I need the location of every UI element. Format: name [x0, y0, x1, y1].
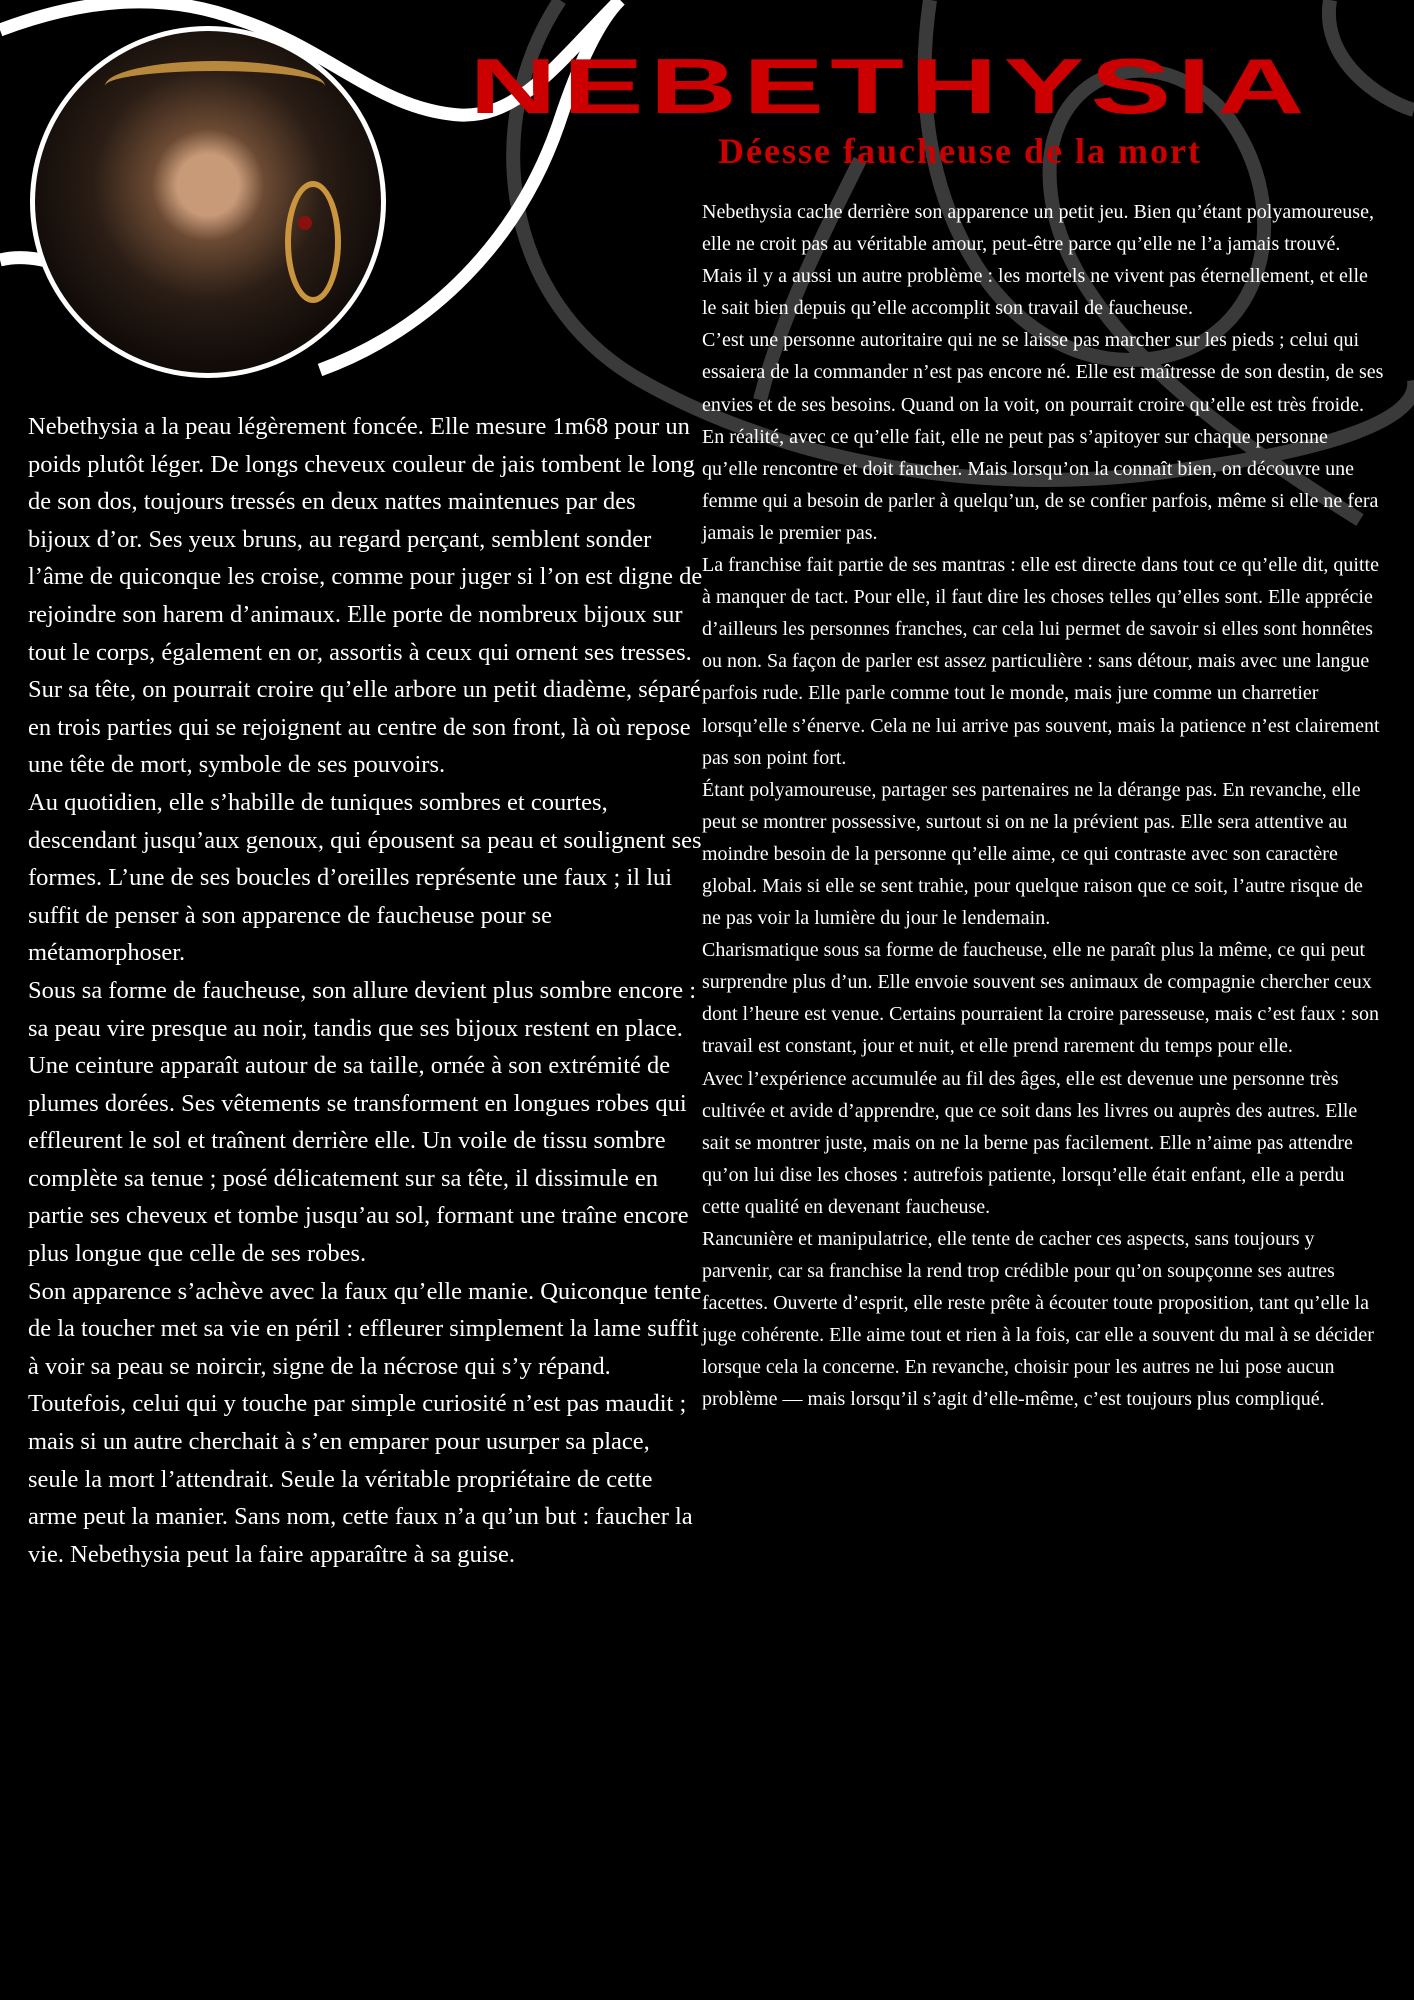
gem-shape — [298, 216, 312, 230]
paragraph: Nebethysia cache derrière son apparence un petit jeu. Bien qu’étant polyamoureuse, elle ne croit pas au véritable amour, peut-être parce qu’elle ne l’a jamais trouvé. Mais il y a aussi un autre problème : les mortels ne vivent pas éternellement, et elle le sait bien depuis qu’elle accomplit son travail de faucheuse. — [702, 201, 1374, 320]
paragraph: Avec l’expérience accumulée au fil des âges, elle est devenue une personne très cultivée et avide d’apprendre, que ce soit dans les livres ou auprès des autres. Elle sait se montrer juste, mais on ne la berne pas facilement. Elle n’aime pas attendre qu’on lui dise les choses : autrefois patiente, lorsqu’elle était enfant, elle a perdu cette qualité en devenant faucheuse. — [702, 1067, 1358, 1218]
paragraph: Son apparence s’achève avec la faux qu’elle manie. Quiconque tente de la toucher met sa vie en péril : effleurer simplement la lame suffit à voir sa peau se noircir, signe de la nécrose qui s’y répand. Toutefois, celui qui y touche par simple curiosité n’est pas maudit ; mais si un autre cherchait à s’en emparer pour usurper sa place, seule la mort l’attendrait. Seule la véritable propriétaire de cette arme peut la manier. Sans nom, cette faux n’a qu’un but : faucher la vie. Nebethysia peut la faire apparaître à sa guise. — [28, 1277, 702, 1568]
paragraph: Étant polyamoureuse, partager ses partenaires ne la dérange pas. En revanche, elle peut se montrer possessive, surtout si on ne la prévient pas. Elle sera attentive au moindre besoin de la personne qu’elle aime, ce qui contraste avec son caractère global. Mais si elle se sent trahie, pour quelque raison que ce soit, l’autre risque de ne pas voir la lumière du jour le lendemain. — [702, 778, 1363, 930]
paragraph: La franchise fait partie de ses mantras : elle est directe dans tout ce qu’elle dit, quitte à manquer de tact. Pour elle, il faut dire les choses telles qu’elles sont. Elle apprécie d’ailleurs les personnes franches, car cela lui permet de savoir si elles sont honnêtes ou non. Sa façon de parler est assez particulière : sans détour, mais avec une langue parfois rude. Elle parle comme tout le monde, mais jure comme un charretier lorsqu’elle s’énerve. Cela ne lui arrive pas souvent, mais la patience n’est clairement pas son point fort. — [702, 554, 1380, 769]
paragraph: Sous sa forme de faucheuse, son allure devient plus sombre encore : sa peau vire presque au noir, tandis que ses bijoux restent en place. Une ceinture apparaît autour de sa taille, ornée à son extrémité de plumes dorées. Ses vêtements se transforment en longues robes qui effleurent le sol et traînent derrière elle. Un voile de tissu sombre complète sa tenue ; posé délicatement sur sa tête, il dissimule en partie ses cheveux et tombe jusqu’au sol, formant une traîne encore plus longue que celle de ses robes. — [28, 976, 697, 1268]
personality-column — [702, 196, 1384, 1416]
paragraph: C’est une personne autoritaire qui ne se laisse pas marcher sur les pieds ; celui qui essaiera de la commander n’est pas encore né. Elle est maîtresse de son destin, de ses envies et de ses besoins. Quand on la voit, on pourrait croire qu’elle est très froide. En réalité, avec ce qu’elle fait, elle ne peut pas s’apitoyer sur chaque personne qu’elle rencontre et doit faucher. Mais lorsqu’on la connaît bien, on découvre une femme qui a besoin de parler à quelqu’un, de se confier parfois, même si elle ne fera jamais le premier pas. — [702, 329, 1384, 544]
paragraph: Au quotidien, elle s’habille de tuniques sombres et courtes, descendant jusqu’aux genoux, qui épousent sa peau et soulignent ses formes. L’une de ses boucles d’oreilles représente une faux ; il lui suffit de penser à son apparence de faucheuse pour se métamorphoser. — [28, 788, 702, 967]
appearance-column — [28, 408, 704, 1573]
page-subtitle: Déesse faucheuse de la mort — [718, 131, 1202, 171]
earring-shape — [285, 181, 341, 303]
page-title: NEBETHYSIA — [469, 42, 1311, 130]
paragraph: Rancunière et manipulatrice, elle tente de cacher ces aspects, sans toujours y parvenir, car sa franchise la rend trop crédible pour qu’on soupçonne ses autres facettes. Ouverte d’esprit, elle reste prête à écouter toute proposition, tant qu’elle la juge cohérente. Elle aime tout et rien à la fois, car elle a souvent du mal à se décider lorsque cela la concerne. En revanche, choisir pour les autres ne lui pose aucun problème — mais lorsqu’il s’agit d’elle-même, c’est toujours plus compliqué. — [702, 1228, 1374, 1411]
paragraph: Charismatique sous sa forme de faucheuse, elle ne paraît plus la même, ce qui peut surprendre plus d’un. Elle envoie souvent ses animaux de compagnie chercher ceux dont l’heure est venue. Certains pourraient la croire paresseuse, mais c’est faux : son travail est constant, jour et nuit, et elle prend rarement du temps pour elle. — [702, 939, 1379, 1058]
paragraph: Nebethysia a la peau légèrement foncée. Elle mesure 1m68 pour un poids plutôt léger. De longs cheveux couleur de jais tombent le long de son dos, toujours tressés en deux nattes maintenues par des bijoux d’or. Ses yeux bruns, au regard perçant, semblent sonder l’âme de quiconque les croise, comme pour juger si l’on est digne de rejoindre son harem d’animaux. Elle porte de nombreux bijoux sur tout le corps, également en or, assortis à ceux qui ornent ses tresses. Sur sa tête, on pourrait croire qu’elle arbore un petit diadème, séparé en trois parties qui se rejoignent au centre de son front, là où repose une tête de mort, symbole de ses pouvoirs. — [28, 413, 703, 779]
